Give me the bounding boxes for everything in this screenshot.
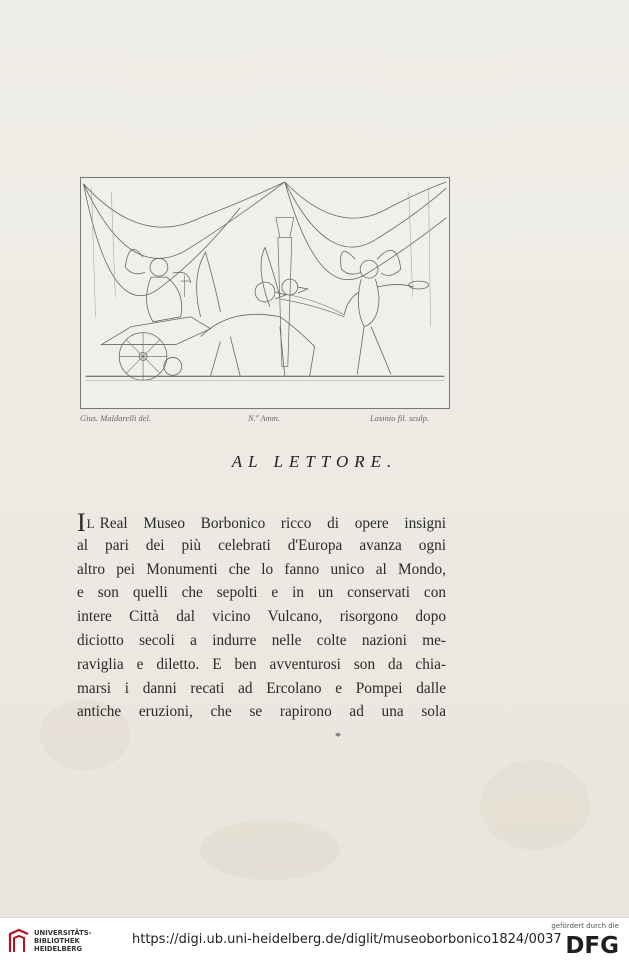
text-line: antiche eruzioni, che se rapirono ad una sola: [77, 703, 446, 721]
line-text: Real Museo Borbonico ricco di opere insigni: [99, 515, 446, 532]
drop-cap: I: [77, 508, 86, 537]
logo-line: UNIVERSITÄTS-: [34, 929, 92, 937]
paper-stain: [480, 760, 590, 850]
engraving-illustration: [81, 178, 449, 408]
draughtsman-credit: Gius. Maldarelli del.: [80, 413, 151, 423]
permalink-url[interactable]: https://digi.ub.uni-heidelberg.de/diglit/museoborbonico1824/0037: [132, 932, 562, 947]
engraver-credit: Lasinio fil. sculp.: [370, 413, 430, 423]
text-line: al pari dei più celebrati d'Europa avanza ogni: [77, 536, 446, 554]
text-line: intere Città dal vicino Vulcano, risorgono dopo: [77, 608, 446, 626]
drawing-credit: N.º Amm.: [248, 413, 280, 423]
funded-by-label: gefördert durch die: [551, 922, 619, 930]
text-line: marsi i danni recati ad Ercolano e Pompei dalle: [77, 679, 446, 697]
viewer-footer: [0, 917, 629, 965]
section-heading: AL LETTORE.: [231, 452, 398, 471]
logo-line: HEIDELBERG: [34, 945, 83, 953]
text-line: e son quelli che sepolti e in un conservati con: [77, 584, 446, 602]
paper-stain: [200, 820, 340, 880]
text-line: diciotto secoli a indurre nelle colte nazioni me-: [77, 631, 446, 649]
first-word-rest: L: [86, 516, 96, 531]
text-line: raviglia e diletto. E ben avventurosi son da chia-: [77, 655, 446, 673]
engraved-plate: [80, 177, 450, 409]
text-line: altro pei Monumenti che lo fanno unico al Mondo,: [77, 560, 446, 578]
university-library-name: [34, 929, 92, 953]
logo-line: BIBLIOTHEK: [34, 937, 80, 945]
university-library-logo-icon: [8, 928, 30, 954]
body-paragraph: [77, 510, 446, 724]
dfg-logo[interactable]: DFG: [565, 933, 619, 959]
signature-mark: *: [335, 729, 341, 743]
text-line: [77, 508, 446, 537]
